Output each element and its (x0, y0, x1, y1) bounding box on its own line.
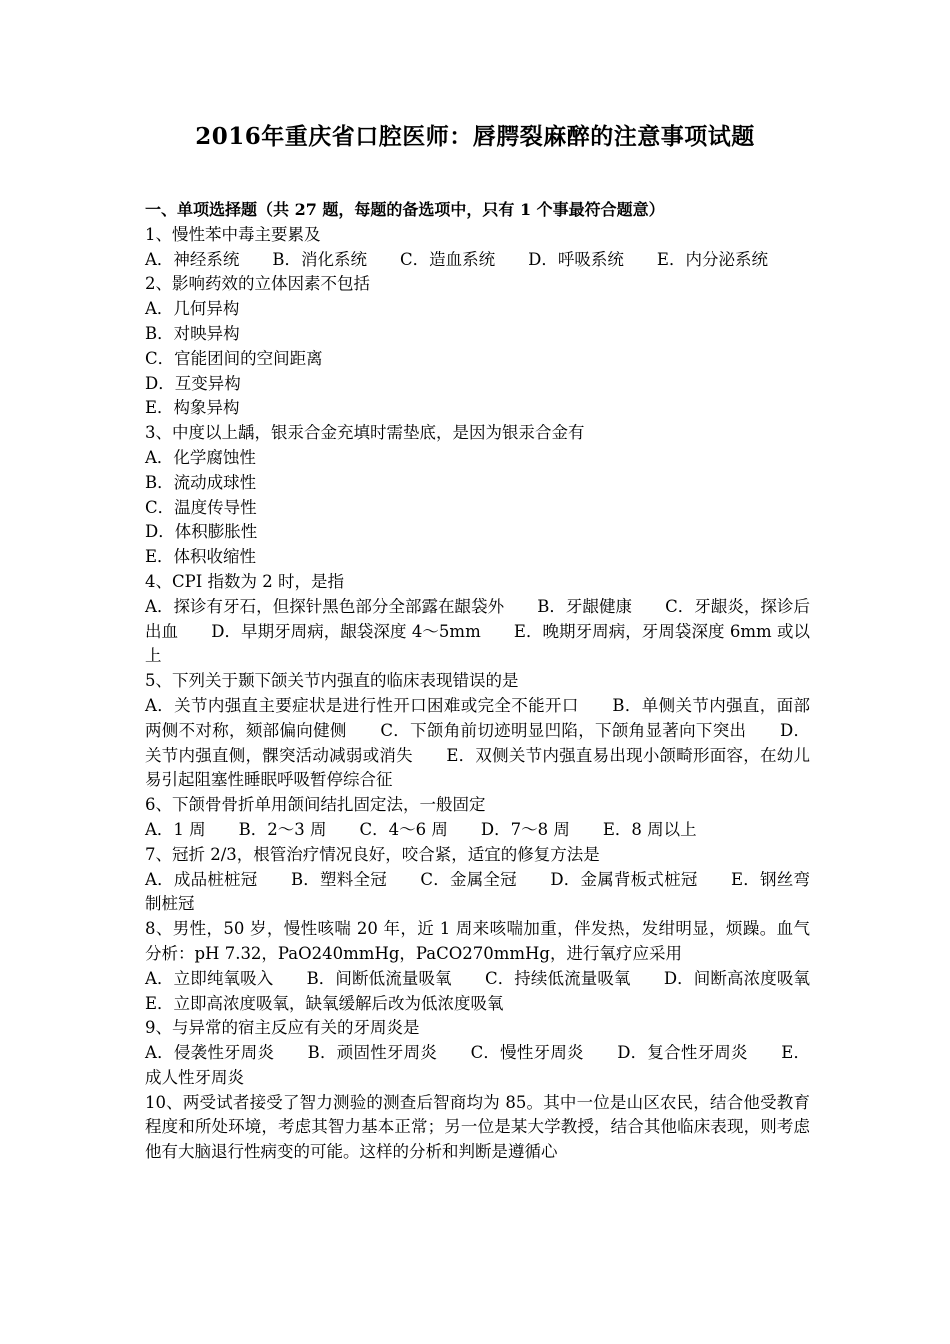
option: D．体积膨胀性 (145, 522, 258, 542)
question-stem: 2、影响药效的立体因素不包括 (145, 274, 370, 294)
question-options: A．神经系统 B．消化系统 C．造血系统 D．呼吸系统 E．内分泌系统 (145, 249, 768, 269)
question (145, 1016, 810, 1090)
question-list (145, 198, 843, 1165)
question-stem: 10、两受试者接受了智力测验的测查后智商均为 85。其中一位是山区农民，结合他受教育程度和所处环境，考虑其智力基本正常；另一位是某大学教授，结合其他临床表现，则考虑他有大脑退行性病变的可能。这样的分析和判断是遵循心 (145, 1092, 810, 1162)
option: A．化学腐蚀性 (145, 447, 256, 467)
option: C．官能团间的空间距离 (145, 348, 323, 368)
option: E．体积收缩性 (145, 547, 257, 567)
question (145, 917, 843, 1016)
question (145, 1091, 810, 1165)
question-stem: 3、中度以上龋，银汞合金充填时需垫底，是因为银汞合金有 (145, 423, 585, 443)
option: D．互变异构 (145, 373, 241, 393)
question-options: A．侵袭性牙周炎 B．顽固性牙周炎 C．慢性牙周炎 D．复合性牙周炎 E．成人性牙周炎 (145, 1043, 810, 1087)
document-title: 2016年重庆省口腔医师：唇腭裂麻醉的注意事项试题 (195, 123, 755, 150)
question-options: A．关节内强直主要症状是进行性开口困难或完全不能开口 B．单侧关节内强直，面部两侧不对称，颏部偏向健侧 C．下颌角前切迹明显凹陷，下颌角显著向下突出 D．关节内强直侧，髁突活动减弱或消失 E．双侧关节内强直易出现小颌畸形面容，在幼儿易引起阻塞性睡眠呼吸暂停综合征 (145, 695, 810, 790)
question-stem: 9、与异常的宿主反应有关的牙周炎是 (145, 1018, 420, 1038)
question (145, 570, 810, 669)
question-stem: 6、下颌骨骨折单用颌间结扎固定法，一般固定 (145, 795, 486, 815)
option: B．对映异构 (145, 323, 240, 343)
question-stem: 1、慢性苯中毒主要累及 (145, 224, 321, 244)
question-stem: 7、冠折 2/3，根管治疗情况良好，咬合紧，适宜的修复方法是 (145, 844, 600, 864)
section-heading: 一、单项选择题（共 27 题，每题的备选项中，只有 1 个事最符合题意） (145, 200, 665, 219)
question-stem: 5、下列关于颞下颌关节内强直的临床表现错误的是 (145, 671, 519, 691)
option: C．温度传导性 (145, 497, 257, 517)
question (145, 843, 810, 917)
question-options: A．成品桩桩冠 B．塑料全冠 C．金属全冠 D．金属背板式桩冠 E．钢丝弯制桩冠 (145, 869, 810, 914)
option: A．几何异构 (145, 299, 240, 319)
question (145, 421, 810, 570)
question-stem: 8、男性，50 岁，慢性咳喘 20 年，近 1 周来咳喘加重，伴发热，发绀明显，烦躁。血气分析：pH 7.32，PaO240mmHg，PaCO270mmHg，进行氧疗应采用 (145, 919, 810, 963)
option: E．构象异构 (145, 398, 240, 418)
option: B．流动成球性 (145, 472, 257, 492)
question-stem: 4、CPI 指数为 2 时，是指 (145, 571, 344, 591)
question (145, 272, 810, 421)
question-options: A．立即纯氧吸入 B．间断低流量吸氧 C．持续低流量吸氧 D．间断高浓度吸氧 E．立即高浓度吸氧，缺氧缓解后改为低浓度吸氧 (145, 968, 843, 1013)
question (145, 223, 810, 273)
question-options: A．1 周 B．2～3 周 C．4～6 周 D．7～8 周 E．8 周以上 (145, 819, 697, 839)
question-options: A．探诊有牙石，但探针黑色部分全部露在龈袋外 B．牙龈健康 C．牙龈炎，探诊后出血 D．早期牙周病，龈袋深度 4～5mm E．晚期牙周病，牙周袋深度 6mm 或以上 (145, 596, 810, 666)
question (145, 669, 810, 793)
question (145, 793, 810, 843)
